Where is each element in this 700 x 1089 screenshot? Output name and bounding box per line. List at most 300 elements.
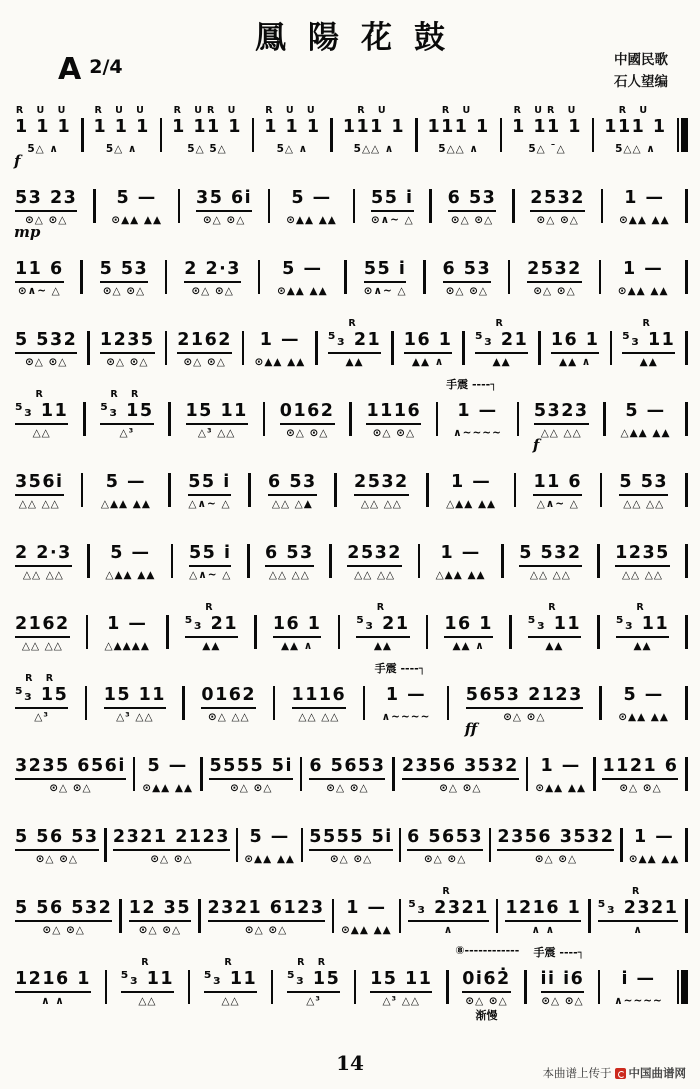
measure-notes: ⁵₃ 11 <box>204 969 257 993</box>
barline <box>423 260 426 294</box>
measure <box>618 175 671 228</box>
upload-text: 本曲谱上传于 <box>542 1066 612 1080</box>
accompaniment-symbols: ⊙▲▲ ▲▲ <box>286 214 337 226</box>
measure-notes: 55 i <box>371 188 413 212</box>
accompaniment-symbols: △▲▲▲▲ <box>104 640 150 652</box>
barline <box>514 473 517 507</box>
barline <box>524 970 527 1004</box>
accompaniment-symbols: △▲▲ ▲▲ <box>100 498 151 510</box>
accompaniment-symbols: ▲▲ <box>545 640 564 652</box>
barline <box>87 331 90 365</box>
accompaniment-symbols: △△ △△ <box>540 427 582 439</box>
barline <box>87 544 90 578</box>
measure <box>308 743 386 796</box>
measure <box>445 459 497 512</box>
measure-notes: 1 — <box>259 330 301 350</box>
accompaniment-symbols: △³ △△ <box>197 427 236 439</box>
measure <box>464 672 584 738</box>
barline <box>447 686 450 720</box>
barline <box>168 473 171 507</box>
accompaniment-symbols: △³ <box>306 995 321 1007</box>
accompaniment-symbols: ⊙▲▲ ▲▲ <box>618 711 669 723</box>
barline <box>329 544 332 578</box>
measure <box>100 459 152 512</box>
accompaniment-symbols: ⊙△ ⊙△ <box>503 711 546 723</box>
final-barline <box>677 970 689 1004</box>
barline <box>344 260 347 294</box>
measure <box>272 601 323 654</box>
accompaniment-symbols: ∧ ∧ <box>41 995 65 1007</box>
barline <box>198 899 201 933</box>
accompaniment-symbols: ▲▲ <box>202 640 221 652</box>
measure-notes: 15 11 <box>104 685 166 709</box>
measure-notes: 5 — <box>291 188 332 208</box>
accompaniment-symbols: ⊙△ ⊙△ <box>372 427 416 439</box>
measure <box>355 601 410 654</box>
measure-notes: 1116 <box>292 685 347 709</box>
barline <box>512 189 515 223</box>
system-row <box>12 662 690 743</box>
measure-notes: ⁵₃ 21 <box>356 614 409 638</box>
accompaniment-symbols: ⊙△ ⊙△ <box>102 285 146 297</box>
measure <box>203 956 258 1009</box>
measure <box>183 246 242 299</box>
measure <box>254 317 307 370</box>
measure-notes: 5653 2123 <box>466 685 583 709</box>
measure <box>532 459 583 512</box>
accompaniment-symbols: △△ △△ <box>621 569 663 581</box>
barline <box>334 473 337 507</box>
accompaniment-symbols: ∧ <box>443 924 454 936</box>
measure <box>243 814 296 867</box>
measure <box>534 743 587 796</box>
harmonica-marks: R <box>631 886 645 897</box>
measure <box>601 743 679 796</box>
measure <box>104 530 156 583</box>
barline <box>168 402 171 436</box>
barline <box>258 260 261 294</box>
barline <box>247 544 250 578</box>
accompaniment-symbols: ⊙△ ⊙△ <box>35 853 78 865</box>
barline <box>188 970 191 1004</box>
harmonica-marks: R <box>642 318 655 329</box>
accompaniment-symbols: △∧~ △ <box>536 498 579 510</box>
barline <box>268 189 271 223</box>
measure <box>14 388 69 441</box>
measure <box>614 530 671 583</box>
accompaniment-symbols: △▲▲ ▲▲ <box>446 498 497 510</box>
measure-notes: 5 — <box>105 472 147 492</box>
measure <box>401 743 520 796</box>
measure-notes: 35 6i <box>196 188 252 212</box>
measure-notes: 1 — <box>633 827 675 847</box>
measure-notes: 6 5653 <box>309 756 385 780</box>
accompaniment-symbols: ⊙▲▲ ▲▲ <box>254 356 306 368</box>
measure-notes: 2162 <box>177 330 232 354</box>
measure <box>407 885 490 938</box>
harmonica-marks: R <box>636 602 649 613</box>
accompaniment-symbols: ⊙▲▲ ▲▲ <box>618 214 670 226</box>
measure-notes: 5 — <box>625 401 666 421</box>
barline <box>415 118 418 152</box>
measure <box>365 388 422 441</box>
measure <box>403 317 454 370</box>
measure <box>550 317 601 370</box>
measure-notes: 5 532 <box>15 330 77 354</box>
measure-notes: 111 1 <box>427 117 490 137</box>
accompaniment-symbols: △△ △△ <box>529 569 571 581</box>
accompaniment-symbols: △³ <box>34 711 49 723</box>
barline <box>599 260 602 294</box>
measure-notes: 0162 <box>280 401 335 425</box>
barline <box>489 828 492 862</box>
barline <box>165 260 168 294</box>
tremolo-annotation: 手震 ----┐ <box>533 946 585 959</box>
accompaniment-symbols: ▲▲ ∧ <box>559 356 592 368</box>
measure-notes: 1121 6 <box>602 756 678 780</box>
accompaniment-symbols: ⊙△ ⊙△ <box>42 924 85 936</box>
measure <box>603 104 667 157</box>
measure-notes: 53 23 <box>15 188 77 212</box>
barline <box>429 189 432 223</box>
measure <box>374 662 432 725</box>
measure-notes: ⁵₃ 11 <box>121 969 174 993</box>
measure <box>14 459 65 512</box>
accompaniment-symbols: △∧~ △ <box>189 569 232 581</box>
measure-notes: 1235 <box>615 543 670 567</box>
accompaniment-symbols: ⊙△ ⊙△ <box>150 853 193 865</box>
barline <box>165 331 168 365</box>
accompaniment-symbols: ⊙△ ⊙△ <box>326 782 369 794</box>
barline <box>263 402 266 436</box>
measure <box>529 175 586 228</box>
key-time-signature <box>58 52 123 87</box>
barline <box>391 331 394 365</box>
measure <box>14 104 72 170</box>
measure-notes: 16 1 <box>273 614 322 638</box>
barline <box>685 331 688 365</box>
accompaniment-symbols: ⊙△ ⊙△ <box>285 427 329 439</box>
dynamic-marking: f <box>14 152 21 170</box>
accompaniment-symbols: ∧ <box>633 924 643 936</box>
measure-notes: ⁵₃ 21 <box>475 330 528 354</box>
measure-notes: 2356 3532 <box>497 827 614 851</box>
accompaniment-symbols: ▲▲ <box>633 640 652 652</box>
barline <box>166 615 169 649</box>
measure-notes: ⁵₃ 11 <box>528 614 581 638</box>
tempo-annotation: 渐慢 <box>475 1009 498 1022</box>
accompaniment-symbols: ▲▲ <box>639 356 658 368</box>
measure-notes: 55 i <box>364 259 406 283</box>
measure-notes: 5 — <box>249 827 290 847</box>
harmonica-marks: R <box>35 389 48 400</box>
measure <box>14 743 127 796</box>
accompaniment-symbols: ⊙△ ⊙△ <box>445 285 489 297</box>
accompaniment-symbols: △▲▲ ▲▲ <box>105 569 156 581</box>
harmonica-marks: R <box>224 957 237 968</box>
barline <box>354 970 357 1004</box>
accompaniment-symbols: ⊙∧~ △ <box>363 285 407 297</box>
accompaniment-symbols: △△ △△ <box>22 569 64 581</box>
measure-notes: 2321 2123 <box>113 827 230 851</box>
measure-notes: 1 — <box>540 756 581 776</box>
measure-notes: ⁵₃ 2321 <box>598 898 679 922</box>
barline <box>182 686 185 720</box>
accompaniment-symbols: △△ △△ <box>360 498 402 510</box>
barline <box>301 828 304 862</box>
system-row <box>12 814 690 885</box>
measure-notes: 6 53 <box>443 259 492 283</box>
accompaniment-symbols: ⊙△ ⊙△ <box>541 995 584 1007</box>
measure <box>346 530 403 583</box>
measure-notes: 1 1 1 <box>264 117 321 137</box>
measure-notes: 5 56 532 <box>15 898 112 922</box>
measure <box>14 601 71 654</box>
measure-notes: 2321 6123 <box>208 898 325 922</box>
measure <box>14 317 78 370</box>
measure-notes: 5323 <box>534 401 589 425</box>
measure-notes: 5 53 <box>100 259 149 283</box>
accompaniment-symbols: ⊙△ ⊙△ <box>230 782 273 794</box>
measure <box>370 175 415 228</box>
measure <box>532 388 590 454</box>
measure <box>207 885 326 938</box>
accompaniment-symbols: △∧~ △ <box>188 498 231 510</box>
accompaniment-symbols: ⊙△ ⊙△ <box>439 782 482 794</box>
barline <box>496 899 499 933</box>
accompaniment-symbols: △△ △△ <box>354 569 396 581</box>
measure-notes: 6 53 <box>265 543 314 567</box>
measure <box>276 246 329 299</box>
measure <box>14 246 65 299</box>
measure-notes: 5555 5i <box>309 827 392 851</box>
accompaniment-symbols: △△ <box>32 427 51 439</box>
system-row <box>12 175 690 246</box>
measure <box>128 885 192 938</box>
harmonica-marks: R U U <box>15 105 71 116</box>
accompaniment-symbols: △³ △△ <box>382 995 420 1007</box>
measure <box>474 317 529 370</box>
measure-notes: 5 — <box>282 259 323 279</box>
accompaniment-symbols: ⊙△ ⊙△ <box>49 782 92 794</box>
barline <box>271 970 274 1004</box>
measure-notes: 11 6 <box>15 259 64 283</box>
measure <box>447 175 498 228</box>
measure <box>171 104 243 157</box>
barline <box>119 899 122 933</box>
measure-notes: 5 — <box>116 188 157 208</box>
accompaniment-symbols: 5△△ ∧ <box>353 143 395 155</box>
system-row <box>12 530 690 601</box>
accompaniment-symbols: ⊙△ ⊙△ <box>106 356 149 368</box>
system-row <box>12 885 690 956</box>
barline <box>160 118 163 152</box>
measure <box>14 814 100 867</box>
accompaniment-symbols: ▲▲ ∧ <box>452 640 485 652</box>
accompaniment-symbols: ▲▲ <box>492 356 511 368</box>
barline <box>685 473 688 507</box>
accompaniment-symbols: △△ △△ <box>21 640 63 652</box>
page-number: 14 <box>336 1051 364 1075</box>
measure <box>504 885 582 938</box>
measure <box>14 672 69 725</box>
measure <box>14 530 73 583</box>
harmonica-marks: R <box>495 318 508 329</box>
barline <box>685 899 688 933</box>
barline <box>81 118 84 152</box>
measure <box>264 530 315 583</box>
barline <box>105 970 108 1004</box>
measure <box>628 814 681 867</box>
measure-notes: ⁵₃ 11 <box>15 401 68 425</box>
measure <box>291 672 348 725</box>
barline <box>599 686 602 720</box>
measure-notes: 1 11 1 <box>172 117 242 137</box>
accompaniment-symbols: ⊙△ ⊙△ <box>619 782 662 794</box>
measure <box>285 175 338 228</box>
measure <box>527 601 582 654</box>
measure-notes: 2162 <box>15 614 70 638</box>
measure-notes: 5 53 <box>619 472 668 496</box>
accompaniment-symbols: △▲▲ ▲▲ <box>620 427 671 439</box>
barline <box>399 899 402 933</box>
measure-notes: 12 35 <box>129 898 191 922</box>
harmonica-marks: R R <box>25 673 59 684</box>
barline <box>349 402 352 436</box>
measure <box>342 104 406 157</box>
measure-notes: 2 2·3 <box>15 543 72 567</box>
accompaniment-symbols: ⊙△ ⊙△ <box>138 924 182 936</box>
measure <box>340 885 393 938</box>
barline <box>600 473 603 507</box>
barline <box>592 118 595 152</box>
accompaniment-symbols: ▲▲ ∧ <box>411 356 445 368</box>
measure <box>443 601 494 654</box>
accompaniment-symbols: ⊙△ ⊙△ <box>450 214 494 226</box>
measure <box>353 459 410 512</box>
accompaniment-symbols: △△ △△ <box>298 711 340 723</box>
barline <box>685 189 688 223</box>
measure <box>455 944 520 1022</box>
barline <box>86 615 89 649</box>
harmonica-marks: R <box>442 886 455 897</box>
measure <box>14 956 92 1009</box>
final-barline <box>677 118 689 152</box>
harmonica-marks: R U U <box>94 105 149 116</box>
measure-notes: 16 1 <box>444 614 493 638</box>
barline <box>178 189 181 223</box>
barline <box>104 828 107 862</box>
measure-notes: ⁵₃ 15 <box>15 685 68 709</box>
barline <box>418 544 421 578</box>
measure <box>446 378 503 441</box>
accompaniment-symbols: △△ <box>138 995 157 1007</box>
barline <box>593 757 596 791</box>
measure-notes: 2 2·3 <box>184 259 241 283</box>
barline <box>500 118 503 152</box>
barline <box>133 757 136 791</box>
measure-notes: 16 1 <box>404 330 453 354</box>
measure <box>187 459 231 512</box>
measure-notes: 1 — <box>624 188 665 208</box>
barline <box>85 686 88 720</box>
site-name: 中国曲谱网 <box>628 1066 686 1080</box>
accompaniment-symbols: ⊙△ ⊙△ <box>329 853 373 865</box>
accompaniment-symbols: ⊙△ ⊙△ <box>536 214 579 226</box>
time-signature: 2/4 <box>89 56 123 78</box>
accompaniment-symbols: △△ △▲ <box>271 498 313 510</box>
measure-notes: 0162 <box>201 685 256 709</box>
measure-notes: 1 — <box>450 472 492 492</box>
measure-notes: 6 53 <box>268 472 317 496</box>
accompaniment-symbols: ⊙∧~ △ <box>17 285 61 297</box>
accompaniment-symbols: ⊙△ ⊙△ <box>533 285 576 297</box>
barline <box>80 260 83 294</box>
measure-notes: 1 — <box>346 898 387 918</box>
barline <box>83 402 86 436</box>
barline <box>236 828 239 862</box>
measure-notes: 55 i <box>189 543 231 567</box>
measure <box>195 175 253 228</box>
measure-notes: 55 i <box>188 472 230 496</box>
system-row <box>12 743 690 814</box>
measure <box>406 814 484 867</box>
measure <box>93 104 151 157</box>
measure-notes: i — <box>621 969 656 989</box>
accompaniment-symbols: ⊙△ ⊙△ <box>202 214 246 226</box>
accompaniment-symbols: 5△ 5△ <box>187 143 227 155</box>
barline <box>332 899 335 933</box>
harmonica-marks: R UR U <box>173 105 241 116</box>
barline <box>93 189 96 223</box>
measure-notes: 2532 <box>527 259 582 283</box>
score <box>12 104 690 1027</box>
measure <box>613 956 664 1009</box>
barline <box>517 402 520 436</box>
measure <box>185 388 249 441</box>
dynamic-marking: f <box>532 436 540 454</box>
footer <box>0 1041 700 1089</box>
measure <box>279 388 336 441</box>
barline <box>436 402 439 436</box>
measure <box>442 246 493 299</box>
barline <box>597 615 600 649</box>
accompaniment-symbols: ⊙△ ⊙△ <box>465 995 508 1007</box>
measure <box>533 946 586 1009</box>
measure-notes: 5 532 <box>519 543 581 567</box>
barline <box>685 402 688 436</box>
measure-notes: 1 — <box>107 614 148 634</box>
dynamic-marking: mp <box>14 223 41 241</box>
barline <box>338 615 341 649</box>
measure <box>286 956 341 1009</box>
measure <box>263 104 321 157</box>
accompaniment-symbols: ⊙▲▲ ▲▲ <box>617 285 669 297</box>
measure <box>120 956 175 1009</box>
measure <box>208 743 293 796</box>
system-row <box>12 459 690 530</box>
barline <box>538 331 541 365</box>
key-signature: A <box>58 52 84 87</box>
barline <box>254 615 257 649</box>
barline <box>462 331 465 365</box>
accompaniment-symbols: ⊙△ ⊙△ <box>423 853 467 865</box>
measure-notes: 15 11 <box>370 969 432 993</box>
system-row <box>12 944 690 1027</box>
barline <box>248 473 251 507</box>
measure <box>621 317 676 370</box>
credit-origin: 中國民歌 <box>614 52 668 68</box>
